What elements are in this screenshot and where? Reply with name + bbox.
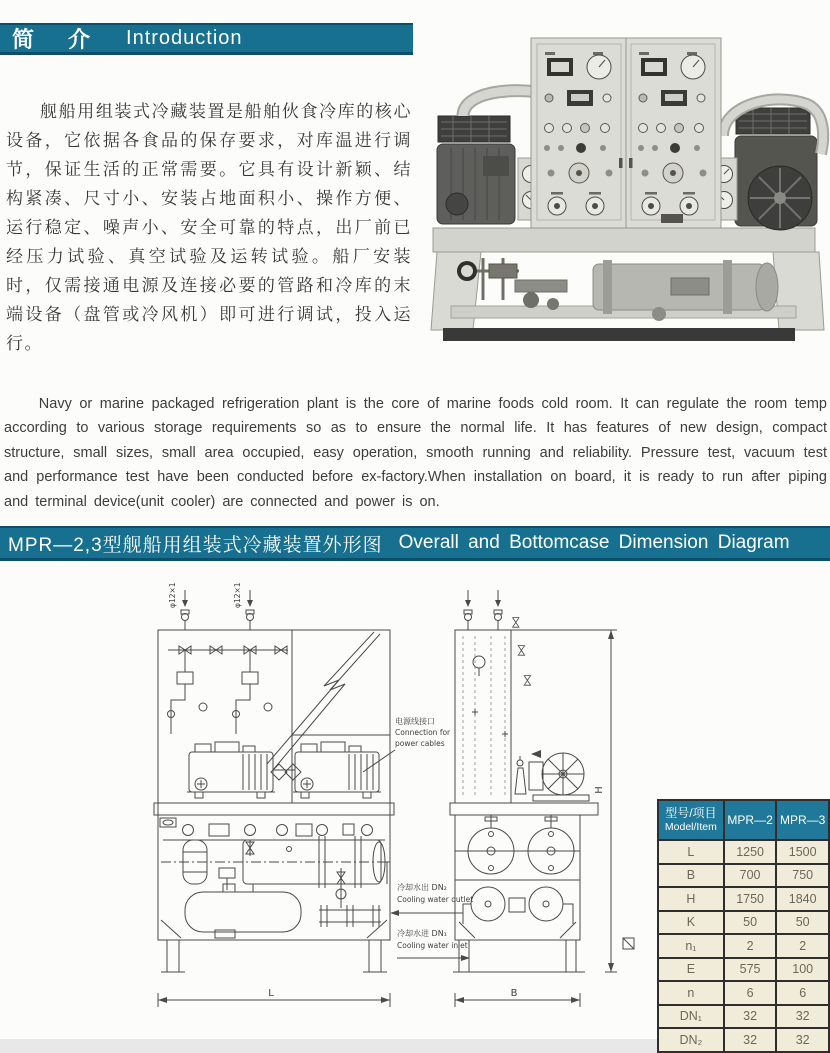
spec-table-header-mpr2: MPR—2 [724, 800, 777, 840]
svg-text:冷却水进 DN₁: 冷却水进 DN₁ [397, 929, 447, 938]
table-row: H 1750 1840 [658, 887, 829, 911]
dimension-title-en: Overall and Bottomcase Dimension Diagram [398, 532, 790, 553]
power-cable-label [363, 716, 451, 772]
table-row: L 1250 1500 [658, 840, 829, 864]
spec-table-header-item: 型号/项目 Model/Item [658, 800, 724, 840]
dimension-L [158, 988, 390, 1007]
compressor-right [735, 108, 817, 230]
intro-title-en: Introduction [126, 27, 243, 49]
svg-text:Connection for: Connection for [395, 728, 451, 737]
svg-text:Cooling water outlet: Cooling water outlet [397, 895, 474, 904]
svg-text:冷却水出 DN₂: 冷却水出 DN₂ [397, 883, 447, 892]
dimension-B [455, 988, 580, 1007]
svg-text:B: B [510, 988, 518, 999]
table-row: DN₂ 32 32 [658, 1028, 829, 1052]
svg-text:电源线接口: 电源线接口 [395, 717, 435, 726]
table-row: B 700 750 [658, 864, 829, 888]
svg-text:power cables: power cables [395, 739, 445, 748]
dimension-diagram [123, 572, 663, 1039]
table-row: DN₁ 32 32 [658, 1005, 829, 1029]
panel-gauges [183, 824, 373, 836]
table-row: n₁ 2 2 [658, 934, 829, 958]
table-row: n 6 6 [658, 981, 829, 1005]
pipe-spec-label-2: φ12×1 [233, 582, 242, 608]
product-photo [423, 8, 828, 370]
pipe-spec-label-1: φ12×1 [168, 582, 177, 608]
svg-text:L: L [268, 988, 274, 999]
intro-title-zh: 简 介 [12, 27, 97, 52]
cooling-water-outlet-label [390, 882, 473, 916]
intro-paragraph-zh: 舰船用组装式冷藏装置是船舶伙食冷库的核心设备，它依据各食品的保存要求，对库温进行调节，保证生活的正常需要。它具有设计新颖、结构紧凑、尺寸小、安装占地面积小、操作方便、运行稳定、噪声小、安全可靠的特点，出厂前已经压力试验、真空试验及运转试验。船厂安装时，仅需接通电源及连接必要的管路和冷库的末端设备（盘管或冷风机）即可进行调试，投入运行。 [6, 102, 412, 353]
control-panels [531, 38, 721, 228]
front-view [154, 582, 394, 1007]
dimension-title-zh: MPR—2,3型舰船用组装式冷藏装置外形图 [8, 534, 383, 556]
intro-section-bar [0, 23, 413, 55]
table-row: K 50 50 [658, 911, 829, 935]
svg-text:Cooling water inlet: Cooling water inlet [397, 941, 468, 950]
spec-table [657, 799, 830, 1053]
side-view [450, 590, 634, 1007]
intro-paragraph-en: Navy or marine packaged refrigeration plant is the core of marine foods cold room. It can regulate the room temp according to various storage requirements so as to ensure the normal life. It has features of new design, compact structure, small sizes, small area occupied, easy operation, smooth running and reliability. Pressure test, vacuum test and performance test have been conducted before ex-factory.When installation on board, it is ready to run after piping and terminal device(unit cooler) are connected and power is on. [4, 395, 827, 510]
svg-text:H: H [594, 786, 605, 794]
compressor-left [437, 116, 515, 224]
valve-assembly [319, 868, 381, 927]
dimension-H [594, 630, 617, 972]
spec-table-header-row [658, 800, 829, 840]
lightning-bolt-symbol [267, 632, 380, 770]
compressor-side [515, 750, 589, 801]
table-row: E 575 100 [658, 958, 829, 982]
spec-table-header-mpr3: MPR—3 [776, 800, 829, 840]
dimension-section-bar [0, 526, 830, 561]
